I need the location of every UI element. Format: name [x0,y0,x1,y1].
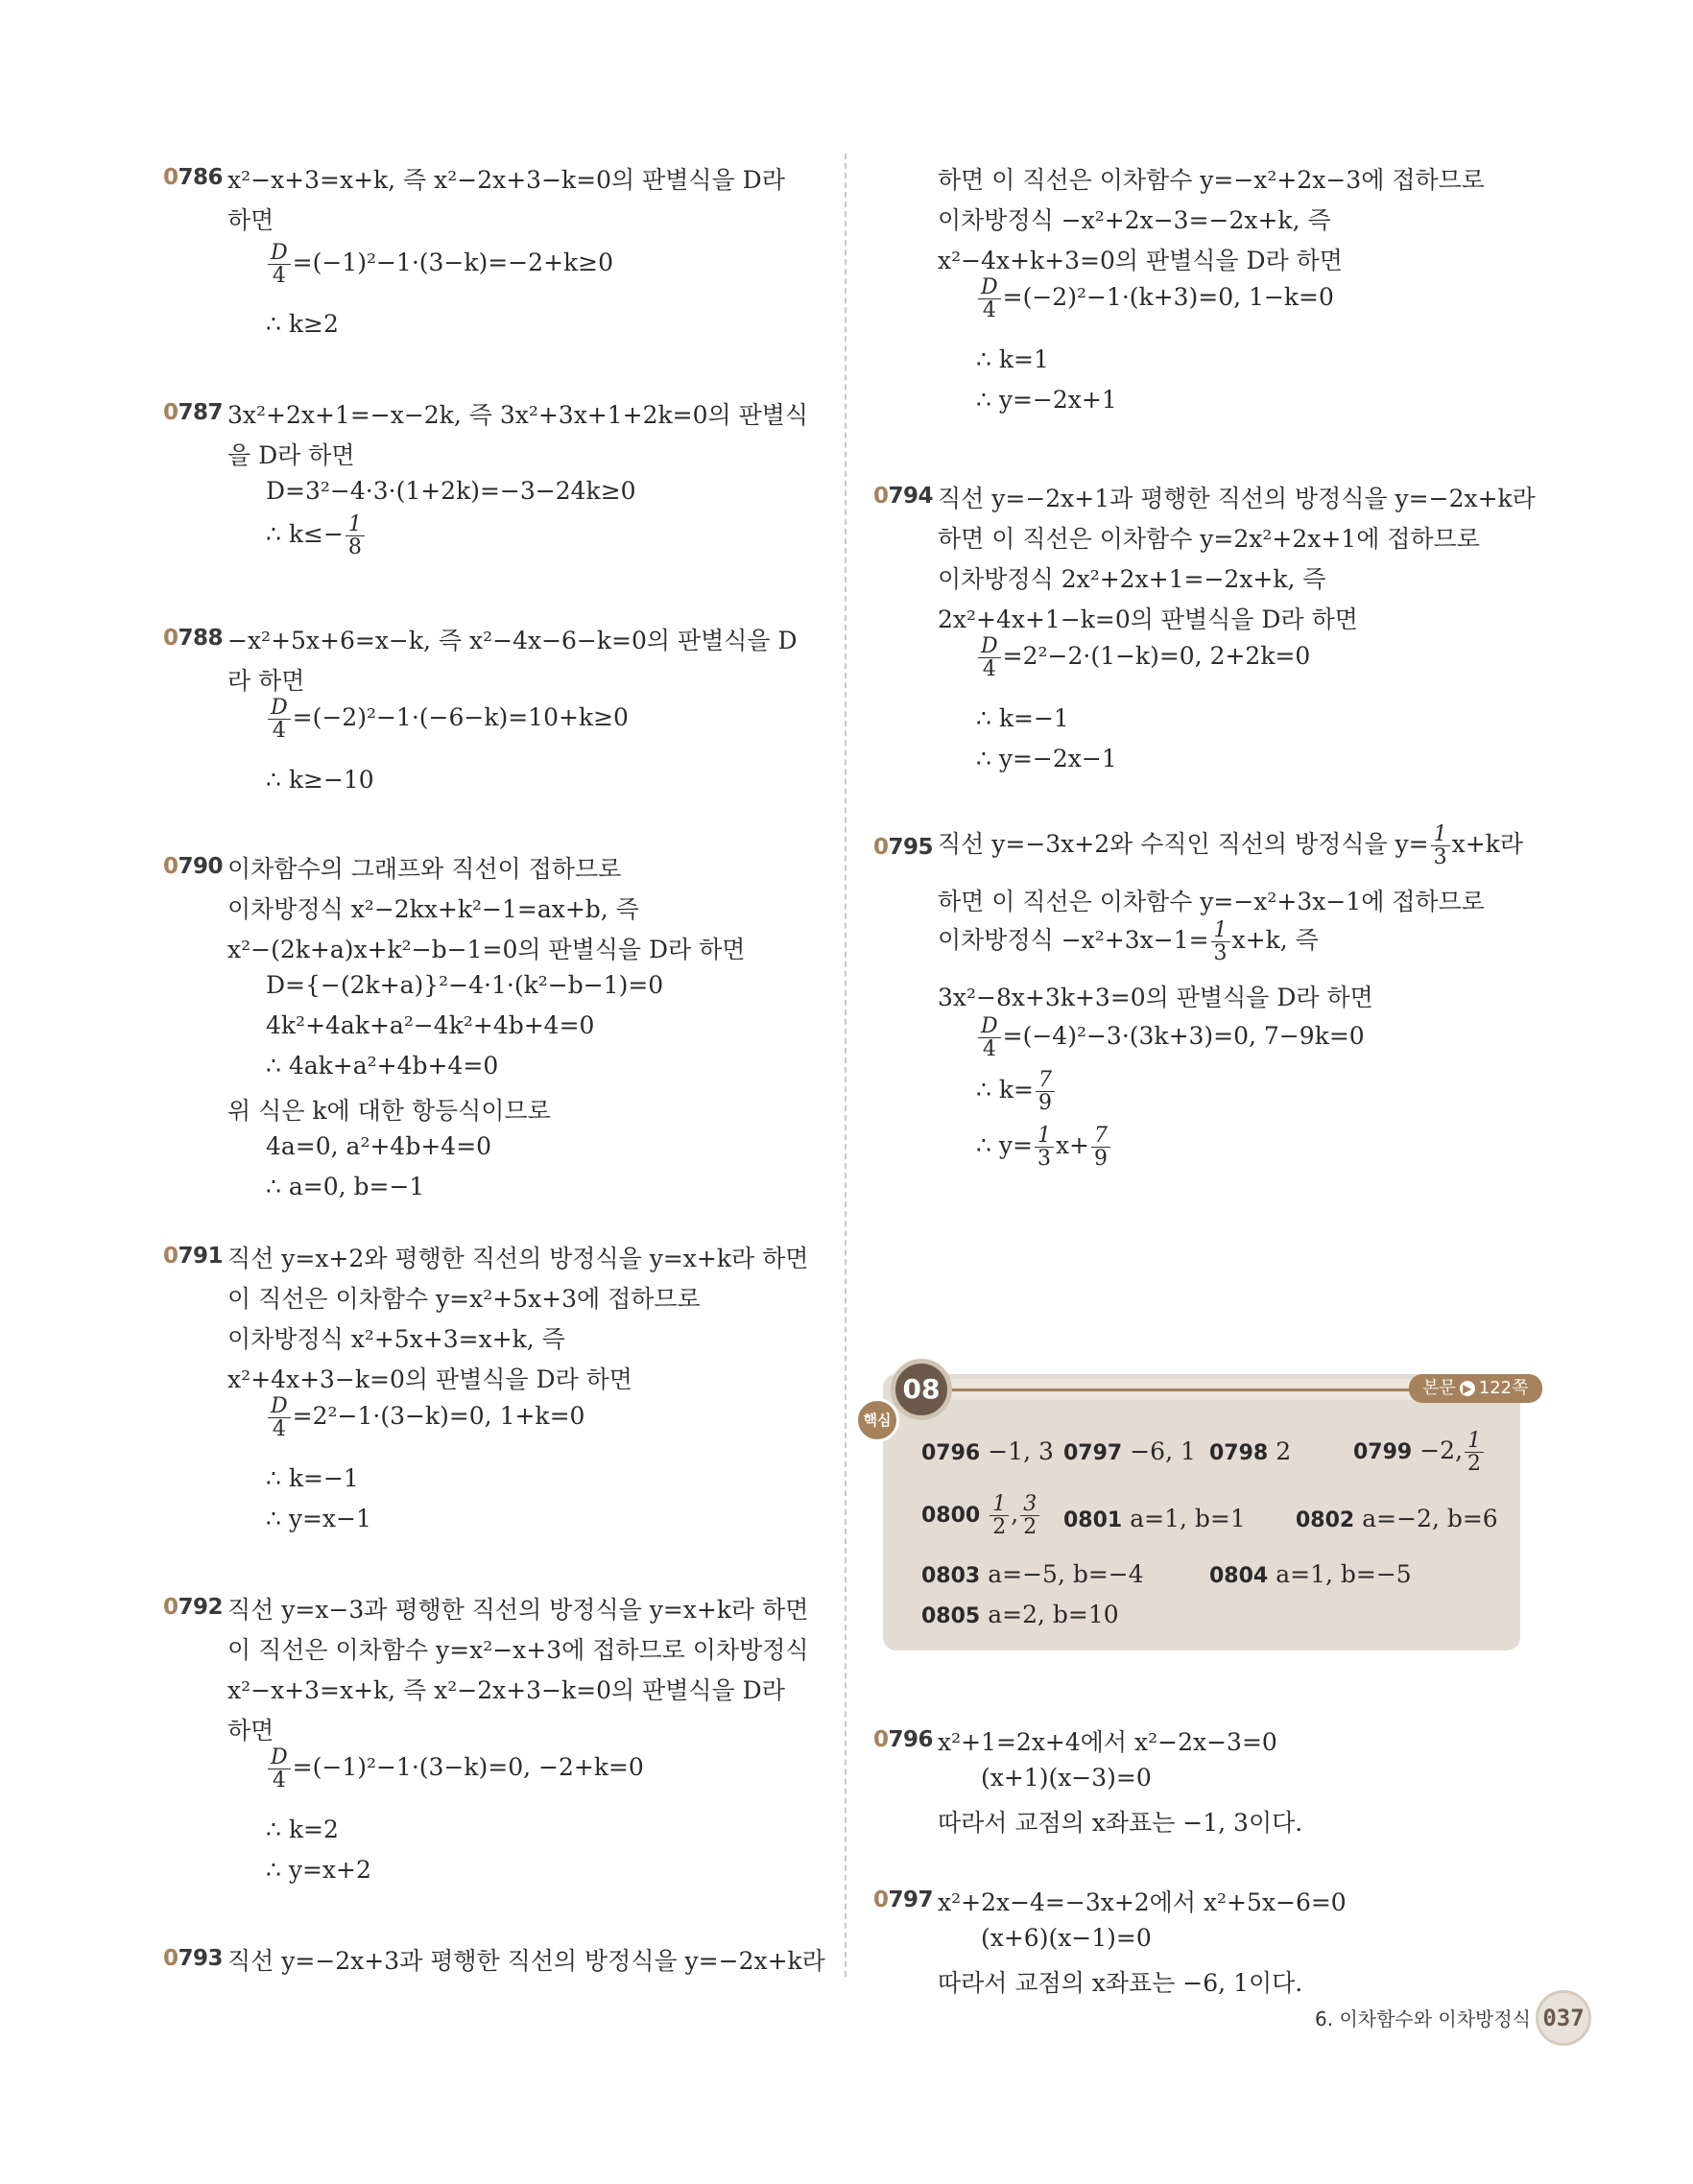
solution-line: ∴ k= $\frac{7}{9}$ [976,1069,1057,1114]
problem-number: 0793 [163,1946,224,1971]
solution-line: 이차방정식 x²−2kx+k²−1=ax+b, 즉 [227,895,639,923]
answer-0800: 0800 $\frac{1}{2}$ , $\frac{3}{2}$ [921,1493,1041,1538]
solution-line: ∴ k≤− $\frac{1}{8}$ [266,513,367,558]
problem-number: 0787 [163,400,224,425]
solution-line: ∴ y=−2x+1 [976,386,1117,414]
solution-line: 따라서 교점의 x좌표는 −6, 1이다. [938,1969,1303,1997]
core-tag-badge: 핵심 [855,1398,899,1442]
fraction: $\frac{1}{3}$ [1211,919,1230,964]
solution-line: 하면 [227,1717,274,1745]
solution-line: ∴ y=x−1 [266,1505,371,1532]
solution-line: $\frac{D}{4}$ =(−1)²−1·(3−k)=0, −2+k=0 [266,1746,644,1792]
solution-line: 3x²−8x+3k+3=0의 판별식을 D라 하면 [938,984,1373,1011]
section-number-badge: 08 [891,1359,952,1420]
solution-line: 을 D라 하면 [227,441,355,469]
column-divider [845,154,846,1977]
solution-line: 이차함수의 그래프와 직선이 접하므로 [227,855,622,883]
solution-line: ∴ a=0, b=−1 [266,1173,425,1200]
problem-number: 0796 [873,1727,934,1752]
problem-number: 0792 [163,1595,224,1620]
page-number: 037 [1536,1990,1591,2046]
solution-line: 2x²+4x+1−k=0의 판별식을 D라 하면 [938,605,1358,633]
solution-line: ∴ y=−2x−1 [976,745,1117,772]
solution-line: $\frac{D}{4}$ =2²−2·(1−k)=0, 2+2k=0 [976,635,1310,680]
answer-0805: 0805 a=2, b=10 [921,1601,1119,1628]
solution-line: ∴ 4ak+a²+4b+4=0 [266,1052,499,1080]
answer-0803: 0803 a=−5, b=−4 [921,1560,1144,1588]
problem-number: 0797 [873,1887,934,1912]
solution-line: x²−4x+k+3=0의 판별식을 D라 하면 [938,247,1343,274]
solution-line: ∴ y= $\frac{1}{3}$ x+ $\frac{7}{9}$ [976,1125,1112,1170]
solution-line: x²+4x+3−k=0의 판별식을 D라 하면 [227,1365,632,1393]
fraction: $\frac{D}{4}$ [268,1746,291,1792]
textbook-reference-link[interactable]: 본문 ▶ 122쪽 [1409,1374,1542,1403]
answer-0796: 0796 −1, 3 [921,1437,1054,1465]
solution-line: 이 직선은 이차함수 y=x²+5x+3에 접하므로 [227,1285,701,1313]
solution-line: ∴ k=1 [976,345,1049,373]
solution-line: 이차방정식 −x²+2x−3=−2x+k, 즉 [938,206,1331,234]
solution-line: D={−(2k+a)}²−4·1·(k²−b−1)=0 [266,971,664,999]
solution-line: 하면 이 직선은 이차함수 y=2x²+2x+1에 접하므로 [938,525,1480,553]
solution-line: ∴ y=x+2 [266,1856,371,1884]
solution-line: $\frac{D}{4}$ =(−1)²−1·(3−k)=−2+k≥0 [266,242,613,287]
problem-number: 0790 [163,854,224,879]
fraction: $\frac{D}{4}$ [978,1015,1001,1060]
solution-line: −x²+5x+6=x−k, 즉 x²−4x−6−k=0의 판별식을 D [227,627,798,654]
solution-line: 하면 [227,206,274,234]
solution-line: 직선 y=x+2와 평행한 직선의 방정식을 y=x+k라 하면 [227,1245,809,1272]
solution-line: 이차방정식 2x²+2x+1=−2x+k, 즉 [938,565,1326,593]
solution-line: x²−(2k+a)x+k²−b−1=0의 판별식을 D라 하면 [227,936,746,963]
problem-number: 0795 [873,835,934,860]
solution-line: x²+1=2x+4에서 x²−2x−3=0 [938,1728,1277,1756]
solution-line: 4k²+4ak+a²−4k²+4b+4=0 [266,1011,595,1039]
solution-line: ∴ k=−1 [266,1464,359,1492]
solution-line: 직선 y=−2x+1과 평행한 직선의 방정식을 y=−2x+k라 [938,485,1536,512]
problem-number: 0788 [163,626,224,651]
solution-line: 이차방정식 −x²+3x−1= $\frac{1}{3}$ x+k, 즉 [938,918,1319,966]
fraction: $\frac{1}{2}$ [1465,1430,1484,1475]
solution-line: $\frac{D}{4}$ =(−4)²−3·(3k+3)=0, 7−9k=0 [976,1015,1365,1060]
solution-line: (x+6)(x−1)=0 [981,1924,1152,1952]
fraction: $\frac{D}{4}$ [978,635,1001,680]
fraction: $\frac{D}{4}$ [268,242,291,287]
solution-line: 4a=0, a²+4b+4=0 [266,1132,492,1160]
answer-0798: 0798 2 [1209,1437,1292,1465]
solution-line: (x+1)(x−3)=0 [981,1764,1152,1792]
solution-line: 이차방정식 x²+5x+3=x+k, 즉 [227,1325,565,1353]
fraction: $\frac{7}{9}$ [1091,1125,1110,1170]
answer-0801: 0801 a=1, b=1 [1063,1505,1246,1532]
solution-line: ∴ k≥−10 [266,766,374,794]
fraction: $\frac{1}{8}$ [346,513,365,558]
arrow-right-icon: ▶ [1460,1381,1475,1396]
solution-line: ∴ k≥2 [266,310,339,338]
solution-line: 이 직선은 이차함수 y=x²−x+3에 접하므로 이차방정식 [227,1636,809,1664]
problem-number: 0791 [163,1244,224,1269]
solution-line: 직선 y=−3x+2와 수직인 직선의 방정식을 y= $\frac{1}{3}$ x+k라 [938,822,1523,870]
solution-line: D=3²−4·3·(1+2k)=−3−24k≥0 [266,477,636,505]
solution-line: ∴ k=2 [266,1816,339,1843]
solution-line: 하면 이 직선은 이차함수 y=−x²+2x−3에 접하므로 [938,166,1485,194]
chapter-title: 6. 이차함수와 이차방정식 [1315,2007,1531,2030]
solution-line: 직선 y=−2x+3과 평행한 직선의 방정식을 y=−2x+k라 [227,1947,825,1975]
solution-line: ∴ k=−1 [976,704,1069,732]
solution-line: 직선 y=x−3과 평행한 직선의 방정식을 y=x+k라 하면 [227,1596,809,1624]
solution-line: 따라서 교점의 x좌표는 −1, 3이다. [938,1809,1303,1837]
fraction: $\frac{D}{4}$ [268,697,291,742]
solution-line: x²+2x−4=−3x+2에서 x²+5x−6=0 [938,1888,1347,1916]
problem-number: 0794 [873,484,934,509]
solution-line: x²−x+3=x+k, 즉 x²−2x+3−k=0의 판별식을 D라 [227,166,785,194]
solution-line: $\frac{D}{4}$ =2²−1·(3−k)=0, 1+k=0 [266,1395,584,1440]
fraction: $\frac{1}{3}$ [1035,1125,1054,1170]
fraction: $\frac{D}{4}$ [978,276,1001,321]
solution-line: 하면 이 직선은 이차함수 y=−x²+3x−1에 접하므로 [938,888,1485,915]
solution-line: $\frac{D}{4}$ =(−2)²−1·(k+3)=0, 1−k=0 [976,276,1334,321]
fraction: $\frac{1}{3}$ [1431,823,1450,868]
solution-line: x²−x+3=x+k, 즉 x²−2x+3−k=0의 판별식을 D라 [227,1676,785,1704]
solution-line: 라 하면 [227,667,305,695]
fraction: $\frac{1}{2}$ [990,1493,1009,1538]
fraction: $\frac{D}{4}$ [268,1395,291,1440]
fraction: $\frac{7}{9}$ [1036,1069,1055,1114]
solution-line: 3x²+2x+1=−x−2k, 즉 3x²+3x+1+2k=0의 판별식 [227,401,809,429]
answer-0804: 0804 a=1, b=−5 [1209,1560,1412,1588]
answer-0802: 0802 a=−2, b=6 [1296,1505,1498,1532]
answer-0797: 0797 −6, 1 [1063,1437,1196,1465]
fraction: $\frac{3}{2}$ [1020,1493,1039,1538]
solution-line: 위 식은 k에 대한 항등식이므로 [227,1097,551,1125]
answer-0799: 0799 −2, $\frac{1}{2}$ [1353,1430,1486,1475]
problem-number: 0786 [163,165,224,190]
solution-line: $\frac{D}{4}$ =(−2)²−1·(−6−k)=10+k≥0 [266,697,629,742]
